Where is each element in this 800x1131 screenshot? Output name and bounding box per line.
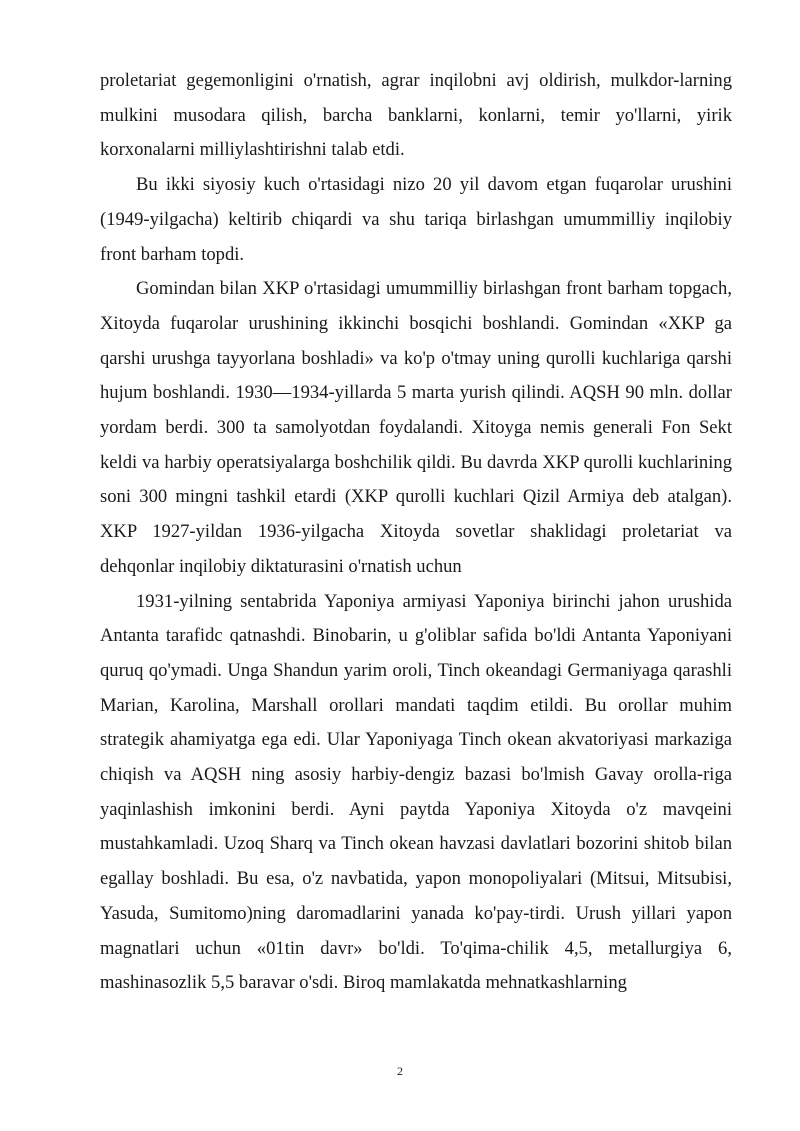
paragraph: proletariat gegemonligini o'rnatish, agrar inqilobni avj oldirish, mulkdor-larning mulkini musodara qilish, barcha banklarni, konlarni, temir yo'llarni, yirik korxonalarni milliylashtirishni talab etdi.	[100, 70, 732, 161]
paragraph: Bu ikki siyosiy kuch o'rtasidagi nizo 20 yil davom etgan fuqarolar urushini (1949-yilgacha) keltirib chiqardi va shu tariqa birlashgan umummilliy inqilobiy front barham topdi.	[100, 174, 732, 265]
page-body	[100, 64, 732, 1001]
page-number: 2	[397, 1064, 403, 1078]
paragraph: Gomindan bilan XKP o'rtasidagi umummilliy birlashgan front barham topgach, Xitoyda fuqarolar urushining ikkinchi bosqichi boshlandi. Gomindan «XKP ga qarshi urushga tayyorlana boshladi» va ko'p o'tmay uning qurolli kuchlariga qarshi hujum boshlandi. 1930—1934-yillarda 5 marta yurish qilindi. AQSH 90 mln. dollar yordam berdi. 300 ta samolyotdan foydalandi. Xitoyga nemis generali Fon Sekt keldi va harbiy operatsiyalarga boshchilik qildi. Bu davrda XKP qurolli kuchlarining soni 300 mingni tashkil etardi (XKP qurolli kuchlari Qizil Armiya deb atalgan). XKP 1927-yildan 1936-yilgacha Xitoyda sovetlar shaklidagi proletariat va dehqonlar inqilobiy diktaturasini o'rnatish uchun	[100, 278, 732, 577]
paragraph: 1931-yilning sentabrida Yaponiya armiyasi Yaponiya birinchi jahon urushida Antanta tarafidc qatnashdi. Binobarin, u g'oliblar safida bo'ldi Antanta Yaponiyani quruq qo'ymadi. Unga Shandun yarim oroli, Tinch okeandagi Germaniyaga qarashli Marian, Karolina, Marshall orollari mandati taqdim etildi. Bu orollar muhim strategik ahamiyatga ega edi. Ular Yaponiyaga Tinch okean akvatoriyasi markaziga chiqish va AQSH ning asosiy harbiy-dengiz bazasi bo'lmish Gavay orolla-riga yaqinlashish imkonini berdi. Ayni paytda Yaponiya Xitoyda o'z mavqeini mustahkamladi. Uzoq Sharq va Tinch okean havzasi davlatlari bozorini shitob bilan egallay boshladi. Bu esa, o'z navbatida, yapon monopoliyalari (Mitsui, Mitsubisi, Yasuda, Sumitomo)ning daromadlarini yanada ko'pay-tirdi. Urush yillari yapon magnatlari uchun «01tin davr» bo'ldi. To'qima-chilik 4,5, metallurgiya 6, mashinasozlik 5,5 baravar o'sdi. Biroq mamlakatda mehnatkashlarning	[100, 590, 732, 994]
